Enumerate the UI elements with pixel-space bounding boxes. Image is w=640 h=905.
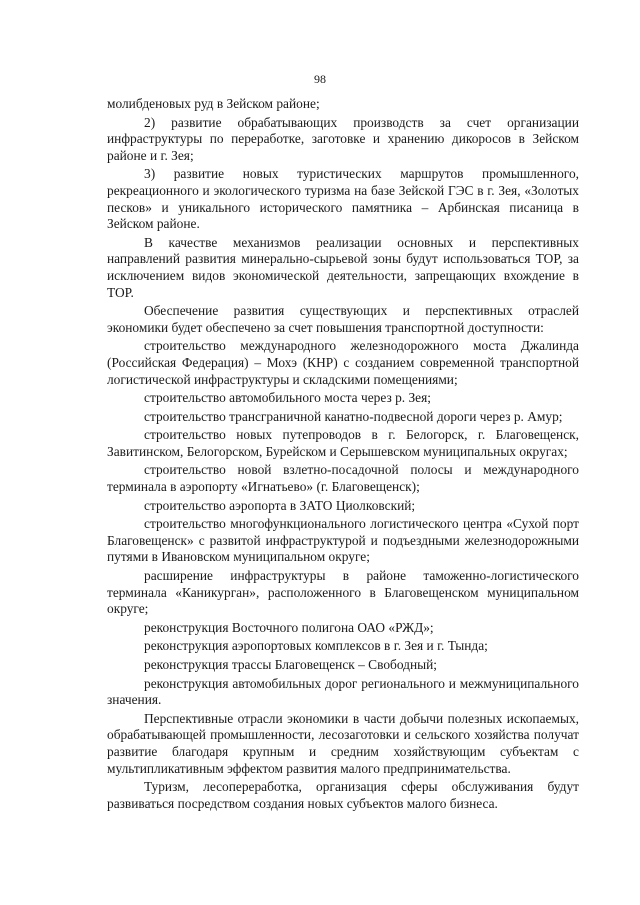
paragraph: 3) развитие новых туристических маршрутов промышленного, рекреационного и экологического туризма на базе Зейской ГЭС в г. Зея, «Золотых песков» и уникального исторического памятника – Арбинская писаница в Зейском районе. xyxy=(107,166,579,232)
list-item: реконструкция аэропортовых комплексов в г. Зея и г. Тында; xyxy=(144,638,488,654)
list-item: строительство многофункционального логистического центра «Сухой порт Благовещенск» с развитой инфраструктурой и подъездными железнодорожными путями в Ивановском муниципальном округе; xyxy=(107,516,579,565)
list-item: строительство аэропорта в ЗАТО Циолковский; xyxy=(144,497,416,513)
list-item: строительство новой взлетно-посадочной полосы и международного терминала в аэропорту «Игнатьево» (г. Благовещенск); xyxy=(107,462,579,495)
list-item: строительство автомобильного моста через р. Зея; xyxy=(144,390,432,406)
paragraph: 2) развитие обрабатывающих производств за счет организации инфраструктуры по переработке, заготовке и хранению дикоросов в Зейском районе и г. Зея; xyxy=(107,114,579,163)
list-item: реконструкция трассы Благовещенск – Свободный; xyxy=(144,657,438,672)
list-item: реконструкция Восточного полигона ОАО «РЖД»; xyxy=(144,619,434,635)
paragraph: Обеспечение развития существующих и перспективных отраслей экономики будет обеспечено за счет повышения транспортной доступности: xyxy=(107,303,579,335)
list-item: расширение инфраструктуры в районе таможенно-логистического терминала «Каникурган», расположенного в Благовещенском муниципальном округе; xyxy=(107,568,579,617)
paragraph: Туризм, лесопереработка, организация сферы обслуживания будут развиваться посредством создания новых субъектов малого бизнеса. xyxy=(107,779,579,811)
list-item: строительство новых путепроводов в г. Белогорск, г. Благовещенск, Завитинском, Белогорском, Бурейском и Серышевском муниципальных округах; xyxy=(107,427,579,459)
paragraph: молибденовых руд в Зейском районе; xyxy=(107,96,320,111)
list-item: строительство международного железнодорожного моста Джалинда (Российская Федерация) – Мохэ (КНР) с созданием современной транспортной логистической инфраструктуры и складскими помещениями; xyxy=(107,338,579,387)
list-item: строительство трансграничной канатно-подвесной дороги через р. Амур; xyxy=(144,408,563,424)
body-text xyxy=(107,96,579,814)
list-item: реконструкция автомобильных дорог регионального и межмуниципального значения. xyxy=(107,675,579,708)
page-number: 98 xyxy=(314,72,326,86)
paragraph: Перспективные отрасли экономики в части добычи полезных ископаемых, обрабатывающей промышленности, лесозаготовки и сельского хозяйства получат развитие благодаря крупным и средним хозяйствующим субъектам с мультипликативным эффектом развития малого предпринимательства. xyxy=(107,710,579,776)
paragraph: В качестве механизмов реализации основных и перспективных направлений развития минерально-сырьевой зоны будут использоваться ТОР, за исключением видов экономической деятельности, запрещающих вхождение в ТОР. xyxy=(107,234,579,300)
